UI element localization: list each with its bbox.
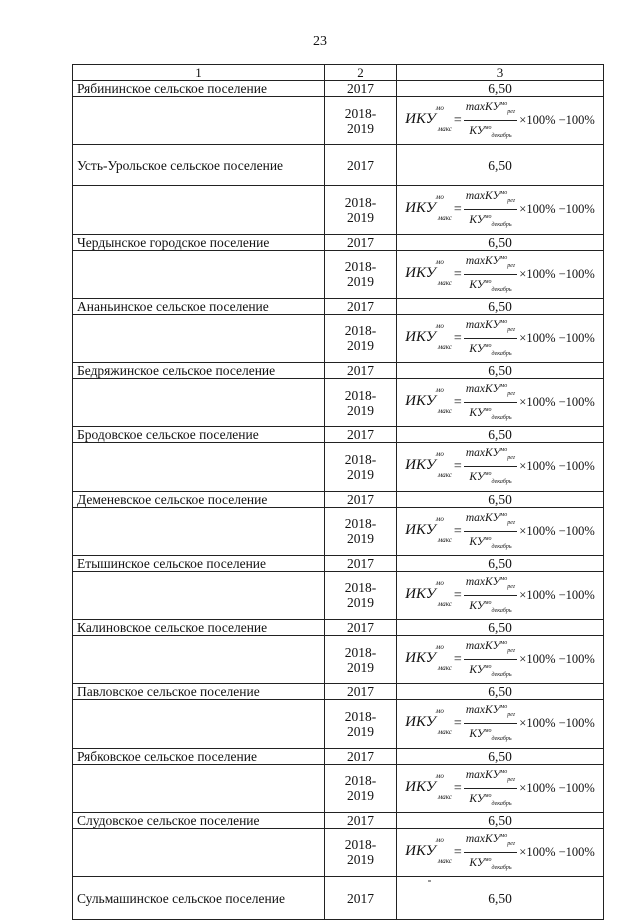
page-number: 23 bbox=[313, 34, 327, 49]
formula-num-sup: мо bbox=[500, 575, 508, 582]
formula-lhs: ИКУ bbox=[405, 111, 436, 128]
value-cell: 6,50 bbox=[397, 491, 604, 507]
formula bbox=[401, 97, 599, 144]
formula-tail: ×100% −100% bbox=[519, 113, 595, 128]
formula-num-sub: рег bbox=[507, 648, 516, 655]
formula-lhs: ИКУ bbox=[405, 264, 436, 281]
table-row bbox=[73, 234, 604, 250]
formula-den: КУ bbox=[469, 124, 485, 137]
empty-cell bbox=[73, 250, 325, 298]
formula-eq: = bbox=[453, 459, 462, 475]
year-cell: 2017 bbox=[325, 298, 397, 314]
formula-num-sup: мо bbox=[500, 768, 508, 775]
formula-fraction bbox=[464, 700, 517, 747]
year-cell: 2017 bbox=[325, 812, 397, 828]
formula-lhs-sub: макс bbox=[437, 728, 452, 737]
formula-num: maxKУ bbox=[465, 190, 501, 203]
formula-den-sup: мо bbox=[484, 856, 492, 863]
formula-num-sub: рег bbox=[507, 455, 516, 462]
settlement-name: Калиновское сельское поселение bbox=[73, 620, 325, 636]
formula-tail: ×100% −100% bbox=[519, 202, 595, 217]
table-row bbox=[73, 97, 604, 145]
formula-cell bbox=[397, 700, 604, 748]
year-range-cell: 2018- 2019 bbox=[325, 379, 397, 427]
settlement-name: Сульмашинское сельское поселение bbox=[73, 877, 325, 920]
formula bbox=[401, 251, 599, 298]
formula-lhs-sub: макс bbox=[437, 214, 452, 223]
formula-lhs-sub: макс bbox=[437, 856, 452, 865]
empty-cell bbox=[73, 186, 325, 234]
table-row bbox=[73, 250, 604, 298]
empty-cell bbox=[73, 764, 325, 812]
formula-num: maxKУ bbox=[465, 511, 501, 524]
table-row bbox=[73, 186, 604, 234]
year-range-cell: 2018- 2019 bbox=[325, 828, 397, 876]
formula-num-sup: мо bbox=[500, 832, 508, 839]
value-cell: 6,50 bbox=[397, 234, 604, 250]
formula-den-sub: декабрь bbox=[491, 865, 512, 871]
settlement-name: Ананьинское сельское поселение bbox=[73, 298, 325, 314]
table-header-row bbox=[73, 65, 604, 81]
formula-lhs: ИКУ bbox=[405, 650, 436, 667]
formula-eq: = bbox=[453, 587, 462, 603]
value-cell: 6,50 bbox=[397, 877, 604, 920]
table-row bbox=[73, 491, 604, 507]
formula-lhs: ИКУ bbox=[405, 714, 436, 731]
formula-lhs-sup: мо bbox=[435, 643, 444, 652]
formula-lhs: ИКУ bbox=[405, 200, 436, 217]
formula-lhs-sub: макс bbox=[437, 471, 452, 480]
value-cell: 6,50 bbox=[397, 81, 604, 97]
formula-lhs: ИКУ bbox=[405, 521, 436, 538]
data-table bbox=[72, 64, 604, 920]
year-range-cell: 2018- 2019 bbox=[325, 314, 397, 362]
formula-num-sup: мо bbox=[500, 704, 508, 711]
header-col-2: 2 bbox=[325, 65, 397, 81]
formula-lhs-sub: макс bbox=[437, 792, 452, 801]
settlement-name: Деменевское сельское поселение bbox=[73, 491, 325, 507]
formula-den-sup: мо bbox=[484, 535, 492, 542]
formula-num-sup: мо bbox=[500, 254, 508, 261]
formula-num-sub: рег bbox=[507, 712, 516, 719]
formula-lhs-sup: мо bbox=[435, 193, 444, 202]
formula-den: КУ bbox=[469, 278, 485, 291]
formula-eq: = bbox=[453, 395, 462, 411]
formula bbox=[401, 315, 599, 362]
table-row bbox=[73, 363, 604, 379]
formula-num: maxKУ bbox=[465, 382, 501, 395]
formula-tail: ×100% −100% bbox=[519, 523, 595, 538]
formula-lhs-sup: мо bbox=[435, 104, 444, 113]
formula bbox=[401, 508, 599, 555]
header-col-3: 3 bbox=[397, 65, 604, 81]
value-cell: 6,50 bbox=[397, 555, 604, 571]
empty-cell bbox=[73, 443, 325, 491]
formula-den-sub: декабрь bbox=[491, 543, 512, 550]
formula-eq: = bbox=[453, 652, 462, 668]
formula-den-sup: мо bbox=[484, 278, 492, 285]
settlement-name: Чердынское городское поселение bbox=[73, 234, 325, 250]
table-row bbox=[73, 314, 604, 362]
formula-lhs-sub: макс bbox=[437, 278, 452, 287]
formula-den-sub: декабрь bbox=[491, 351, 512, 357]
value-cell: 6,50 bbox=[397, 363, 604, 379]
formula-num-sub: рег bbox=[507, 326, 516, 333]
table-row bbox=[73, 555, 604, 571]
formula-eq: = bbox=[453, 330, 462, 346]
formula-num-sub: рег bbox=[507, 583, 516, 590]
formula-num-sup: мо bbox=[500, 447, 508, 454]
formula-den-sup: мо bbox=[484, 471, 492, 478]
formula-lhs-sup: мо bbox=[435, 386, 444, 395]
formula-num: maxKУ bbox=[465, 768, 501, 781]
formula-fraction bbox=[464, 572, 517, 619]
settlement-name: Рябковское сельское поселение bbox=[73, 748, 325, 764]
table-row bbox=[73, 298, 604, 314]
formula-den-sub: декабрь bbox=[491, 800, 512, 807]
table-row bbox=[73, 764, 604, 812]
value-cell: 6,50 bbox=[397, 748, 604, 764]
formula-fraction bbox=[464, 765, 517, 812]
formula-num: maxKУ bbox=[465, 704, 501, 717]
settlement-name: Усть-Урольское сельское поселение bbox=[73, 145, 325, 186]
formula-fraction bbox=[464, 508, 517, 555]
formula-cell bbox=[397, 314, 604, 362]
table-row bbox=[73, 145, 604, 186]
year-range-cell: 2018- 2019 bbox=[325, 571, 397, 619]
table-row bbox=[73, 443, 604, 491]
formula bbox=[401, 636, 599, 683]
formula-den: КУ bbox=[469, 471, 485, 484]
table-row bbox=[73, 636, 604, 684]
formula-lhs-sub: макс bbox=[437, 342, 452, 351]
formula-lhs: ИКУ bbox=[405, 842, 436, 859]
formula-den: КУ bbox=[469, 599, 485, 612]
formula-den: КУ bbox=[469, 535, 485, 548]
settlement-name: Етышинское сельское поселение bbox=[73, 555, 325, 571]
formula-lhs-sup: мо bbox=[435, 707, 444, 716]
table-row bbox=[73, 748, 604, 764]
formula-cell bbox=[397, 186, 604, 234]
value-cell: 6,50 bbox=[397, 812, 604, 828]
formula-eq: = bbox=[453, 523, 462, 539]
formula-tail: ×100% −100% bbox=[519, 266, 595, 281]
formula bbox=[401, 700, 599, 747]
formula-den-sub: декабрь bbox=[491, 415, 512, 422]
scan-mark bbox=[428, 880, 431, 882]
year-cell: 2017 bbox=[325, 491, 397, 507]
empty-cell bbox=[73, 636, 325, 684]
formula-num-sup: мо bbox=[500, 383, 508, 389]
table-row bbox=[73, 828, 604, 876]
table-row bbox=[73, 812, 604, 828]
formula-num-sup: мо bbox=[500, 640, 508, 646]
formula-eq: = bbox=[453, 716, 462, 732]
year-cell: 2017 bbox=[325, 234, 397, 250]
settlement-name: Бедряжинское сельское поселение bbox=[73, 363, 325, 379]
table-row bbox=[73, 700, 604, 748]
formula-eq: = bbox=[453, 844, 462, 860]
formula-den: КУ bbox=[469, 856, 485, 869]
table-row bbox=[73, 571, 604, 619]
formula-num-sub: рег bbox=[507, 776, 516, 783]
formula-num-sub: рег bbox=[507, 391, 516, 398]
empty-cell bbox=[73, 507, 325, 555]
formula-fraction bbox=[464, 829, 517, 876]
formula-den: КУ bbox=[469, 214, 485, 227]
formula-lhs-sup: мо bbox=[435, 257, 444, 266]
formula-num: maxKУ bbox=[465, 832, 501, 845]
formula-num-sup: мо bbox=[500, 511, 508, 518]
year-range-cell: 2018- 2019 bbox=[325, 507, 397, 555]
formula-lhs-sup: мо bbox=[435, 450, 444, 459]
formula-den-sub: декабрь bbox=[491, 608, 512, 614]
formula-cell bbox=[397, 443, 604, 491]
formula-den: КУ bbox=[469, 663, 485, 676]
formula-den-sup: мо bbox=[484, 599, 492, 606]
settlement-name: Слудовское сельское поселение bbox=[73, 812, 325, 828]
formula-num-sup: мо bbox=[500, 190, 508, 197]
formula-lhs-sup: мо bbox=[435, 578, 444, 587]
formula-lhs: ИКУ bbox=[405, 778, 436, 795]
formula bbox=[401, 572, 599, 619]
year-cell: 2017 bbox=[325, 877, 397, 920]
formula-num: maxKУ bbox=[465, 254, 501, 267]
formula bbox=[401, 765, 599, 812]
formula-num-sup: мо bbox=[500, 101, 508, 107]
formula-den-sup: мо bbox=[484, 342, 492, 349]
formula-num: maxKУ bbox=[465, 639, 501, 652]
formula-fraction bbox=[464, 443, 517, 490]
empty-cell bbox=[73, 828, 325, 876]
formula-den: КУ bbox=[469, 342, 485, 355]
formula-lhs: ИКУ bbox=[405, 585, 436, 602]
formula-cell bbox=[397, 828, 604, 876]
formula-den-sub: декабрь bbox=[491, 672, 512, 679]
year-cell: 2017 bbox=[325, 684, 397, 700]
table-row bbox=[73, 684, 604, 700]
formula-lhs-sub: макс bbox=[437, 407, 452, 416]
formula-fraction bbox=[464, 251, 517, 298]
formula-tail: ×100% −100% bbox=[519, 716, 595, 731]
formula-tail: ×100% −100% bbox=[519, 459, 595, 474]
formula-num-sub: рег bbox=[507, 519, 516, 526]
formula-fraction bbox=[464, 97, 517, 144]
year-range-cell: 2018- 2019 bbox=[325, 764, 397, 812]
formula-den-sup: мо bbox=[484, 664, 492, 671]
formula bbox=[401, 443, 599, 490]
value-cell: 6,50 bbox=[397, 427, 604, 443]
formula-lhs-sup: мо bbox=[435, 321, 444, 330]
formula-den-sup: мо bbox=[484, 214, 492, 221]
formula-den-sub: декабрь bbox=[491, 736, 512, 743]
value-cell: 6,50 bbox=[397, 298, 604, 314]
settlement-name: Павловское сельское поселение bbox=[73, 684, 325, 700]
table-row bbox=[73, 620, 604, 636]
formula-num-sub: рег bbox=[507, 840, 516, 847]
formula-num: maxKУ bbox=[465, 318, 501, 331]
formula-num: maxKУ bbox=[465, 447, 501, 460]
formula-tail: ×100% −100% bbox=[519, 780, 595, 795]
formula-lhs-sup: мо bbox=[435, 835, 444, 844]
formula-cell bbox=[397, 571, 604, 619]
formula-eq: = bbox=[453, 202, 462, 218]
formula-eq: = bbox=[453, 266, 462, 282]
formula-num-sub: рег bbox=[507, 198, 516, 205]
year-cell: 2017 bbox=[325, 555, 397, 571]
formula-den-sub: декабрь bbox=[491, 133, 512, 140]
year-cell: 2017 bbox=[325, 620, 397, 636]
formula-lhs: ИКУ bbox=[405, 457, 436, 474]
value-cell: 6,50 bbox=[397, 145, 604, 186]
table-row bbox=[73, 507, 604, 555]
formula bbox=[401, 829, 599, 876]
formula-cell bbox=[397, 97, 604, 145]
formula-eq: = bbox=[453, 113, 462, 129]
formula-den-sup: мо bbox=[484, 125, 492, 132]
formula-den: КУ bbox=[469, 728, 485, 741]
formula-den-sub: декабрь bbox=[491, 222, 512, 229]
year-range-cell: 2018- 2019 bbox=[325, 443, 397, 491]
empty-cell bbox=[73, 379, 325, 427]
formula-tail: ×100% −100% bbox=[519, 395, 595, 410]
empty-cell bbox=[73, 700, 325, 748]
formula-tail: ×100% −100% bbox=[519, 330, 595, 345]
formula-lhs-sub: макс bbox=[437, 125, 452, 134]
formula-tail: ×100% −100% bbox=[519, 652, 595, 667]
formula-fraction bbox=[464, 379, 517, 426]
year-range-cell: 2018- 2019 bbox=[325, 186, 397, 234]
formula-cell bbox=[397, 636, 604, 684]
formula-fraction bbox=[464, 186, 517, 233]
formula bbox=[401, 379, 599, 426]
formula-den-sup: мо bbox=[484, 728, 492, 735]
formula-cell bbox=[397, 507, 604, 555]
year-range-cell: 2018- 2019 bbox=[325, 636, 397, 684]
year-cell: 2017 bbox=[325, 81, 397, 97]
formula-eq: = bbox=[453, 780, 462, 796]
settlement-name: Рябининское сельское поселение bbox=[73, 81, 325, 97]
formula-cell bbox=[397, 764, 604, 812]
table-row bbox=[73, 81, 604, 97]
settlement-name: Бродовское сельское поселение bbox=[73, 427, 325, 443]
value-cell: 6,50 bbox=[397, 620, 604, 636]
formula-num-sub: рег bbox=[507, 262, 516, 269]
formula-lhs: ИКУ bbox=[405, 328, 436, 345]
formula-cell bbox=[397, 379, 604, 427]
formula-tail: ×100% −100% bbox=[519, 587, 595, 602]
table-row bbox=[73, 379, 604, 427]
year-range-cell: 2018- 2019 bbox=[325, 250, 397, 298]
formula-tail: ×100% −100% bbox=[519, 844, 595, 859]
year-range-cell: 2018- 2019 bbox=[325, 700, 397, 748]
formula-cell bbox=[397, 250, 604, 298]
formula-lhs-sup: мо bbox=[435, 771, 444, 780]
year-cell: 2017 bbox=[325, 427, 397, 443]
formula-lhs-sub: макс bbox=[437, 535, 452, 544]
formula-num: maxKУ bbox=[465, 100, 501, 113]
formula-den: КУ bbox=[469, 792, 485, 805]
formula-den-sup: мо bbox=[484, 407, 492, 414]
formula-lhs: ИКУ bbox=[405, 393, 436, 410]
formula-den: КУ bbox=[469, 406, 485, 419]
year-cell: 2017 bbox=[325, 363, 397, 379]
empty-cell bbox=[73, 571, 325, 619]
table-row bbox=[73, 427, 604, 443]
formula-fraction bbox=[464, 636, 517, 683]
formula bbox=[401, 186, 599, 233]
table-row bbox=[73, 877, 604, 920]
header-col-1: 1 bbox=[73, 65, 325, 81]
formula-den-sub: декабрь bbox=[491, 479, 512, 486]
formula-fraction bbox=[464, 315, 517, 362]
formula-lhs-sub: макс bbox=[437, 664, 452, 673]
year-cell: 2017 bbox=[325, 748, 397, 764]
formula-lhs-sub: макс bbox=[437, 599, 452, 608]
empty-cell bbox=[73, 97, 325, 145]
value-cell: 6,50 bbox=[397, 684, 604, 700]
formula-lhs-sup: мо bbox=[435, 514, 444, 523]
formula-num-sup: мо bbox=[500, 318, 508, 325]
formula-num-sub: рег bbox=[507, 109, 516, 116]
formula-num: maxKУ bbox=[465, 575, 501, 588]
year-range-cell: 2018- 2019 bbox=[325, 97, 397, 145]
formula-den-sup: мо bbox=[484, 792, 492, 799]
year-cell: 2017 bbox=[325, 145, 397, 186]
empty-cell bbox=[73, 314, 325, 362]
formula-den-sub: декабрь bbox=[491, 286, 512, 293]
